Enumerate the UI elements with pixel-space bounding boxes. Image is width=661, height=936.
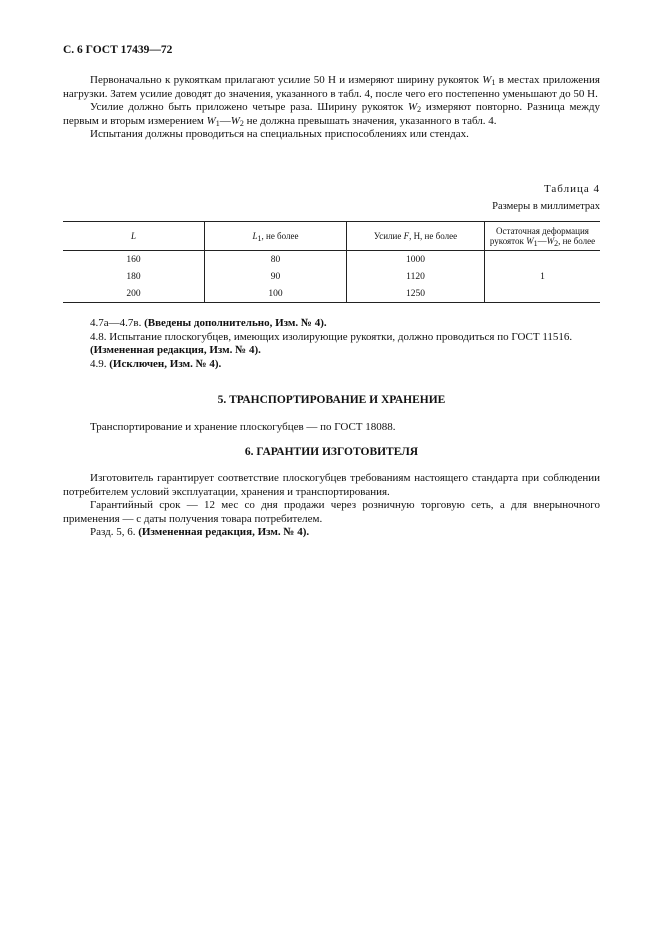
section-6-title: 6. ГАРАНТИИ ИЗГОТОВИТЕЛЯ [244, 446, 419, 458]
var-w-sub: 2 [239, 118, 244, 128]
clause-4-8-edit: (Измененная редакция, Изм. № 4). [90, 344, 261, 356]
section-6-body [63, 472, 600, 540]
paragraph-2-text-c: не должна превышать значения, указанного в табл. 4. [243, 114, 497, 127]
paragraph-2-text-a: Усилие должно быть приложено четыре раза. Ширину рукояток [90, 101, 408, 113]
var-w: W [407, 101, 418, 113]
section-6-p3: Разд. 5, 6. (Измененная редакция, Изм. № 4). [90, 526, 310, 538]
cell-l: 160 [126, 254, 141, 265]
header-l1: $L_1$, не более [205, 222, 347, 251]
cell-l1: 80 [205, 251, 347, 269]
cell-force: 1120 [347, 268, 485, 285]
section-6-p2: Гарантийный срок — 12 мес со дня продажи через розничную торговую сеть, а для внерыночного применения — с даты получения товара потребителем. [63, 499, 600, 525]
cell-l: 180 [126, 271, 141, 282]
cell-l1: 90 [205, 268, 347, 285]
var-w-sub: 1 [215, 118, 220, 128]
var-w: W [482, 74, 492, 86]
section-5-text: Транспортирование и хранение плоскогубцев — по ГОСТ 18088. [90, 421, 396, 433]
table-caption: Таблица 4 [543, 183, 600, 195]
cell-force: 1000 [347, 251, 485, 269]
clause-4-8: 4.8. Испытание плоскогубцев, имеющих изолирующие рукоятки, должно проводиться по ГОСТ 11516. [90, 330, 573, 343]
page-header: С. 6 ГОСТ 17439—72 [63, 44, 173, 56]
table-4 [63, 221, 600, 303]
header-l: L [63, 222, 205, 251]
paragraph-1-text-a: Первоначально к рукояткам прилагают усилие 50 Н и измеряют ширину рукояток [90, 74, 483, 86]
after-table-paragraphs [63, 317, 600, 371]
paragraph-2 [63, 101, 600, 128]
cell-l1: 100 [205, 285, 347, 303]
header-force: Усилие F, Н, не более [347, 222, 485, 251]
cell-force: 1250 [347, 285, 485, 303]
section-5-body [63, 421, 600, 435]
table-units: Размеры в миллиметрах [492, 201, 600, 212]
paragraph-2-text-b: измеряют повторно. Разница между первым и вторым измерением [63, 101, 600, 127]
var-w: W [230, 114, 240, 127]
section-5-title: 5. ТРАНСПОРТИРОВАНИЕ И ХРАНЕНИЕ [217, 394, 446, 406]
header-deformation: Остаточная деформация рукояток $W_1—W_2$, не более [485, 222, 601, 251]
paragraph-3: Испытания должны проводиться на специальных приспособлениях или стендах. [90, 128, 469, 140]
clause-4-9: 4.9. (Исключен, Изм. № 4). [90, 357, 222, 370]
intro-paragraphs [63, 74, 600, 142]
dash: — [219, 114, 231, 127]
paragraph-1-text-b: в местах приложения нагрузки. Затем усилие доводят до значения, указанного в табл. 4, после чего его постепенно уменьшают до 50 Н. [63, 74, 600, 100]
var-w: W [206, 114, 216, 127]
cell-l: 200 [63, 285, 205, 303]
section-6-p1: Изготовитель гарантирует соответствие плоскогубцев требованиям настоящего стандарта при соблюдении потребителем условий эксплуатации, хранения и транспортирования. [63, 472, 600, 498]
var-w-sub: 1 [491, 78, 496, 87]
table-row [63, 251, 600, 269]
cell-deformation: 1 [485, 251, 601, 303]
var-w-sub: 2 [417, 105, 422, 114]
clause-4-7: 4.7а—4.7в. (Введены дополнительно, Изм. № 4). [90, 317, 327, 329]
paragraph-1 [63, 74, 600, 101]
